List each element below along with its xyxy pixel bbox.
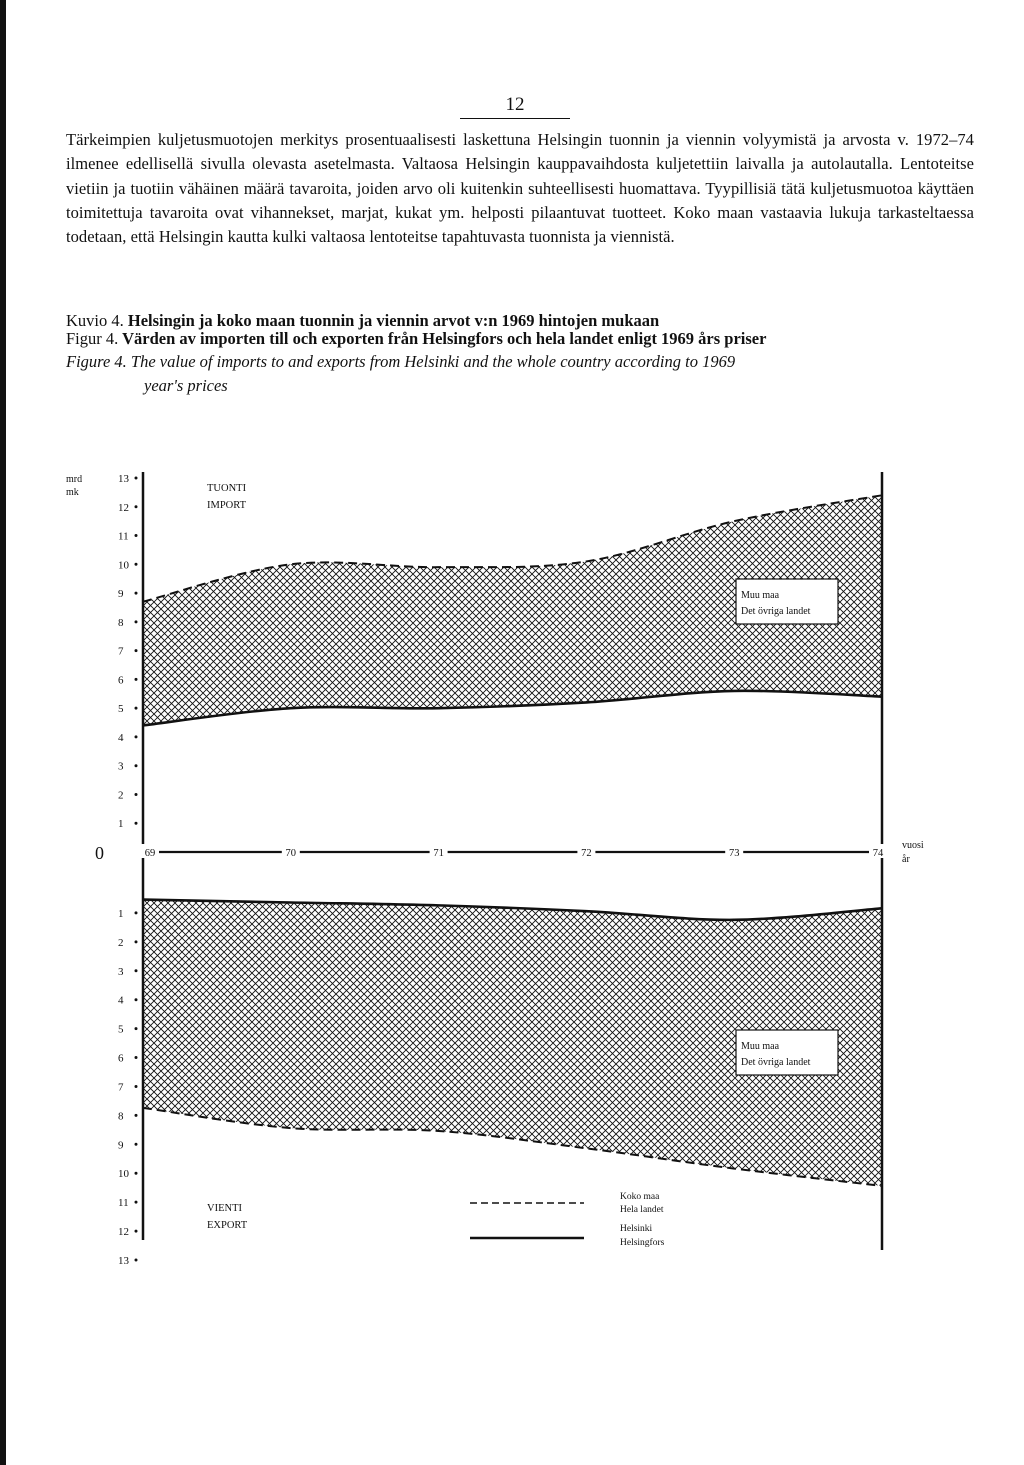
export-y-tick-label: 2 (118, 936, 124, 949)
export-y-tick-dot (135, 998, 138, 1001)
export-y-tick-label: 6 (118, 1052, 124, 1065)
import-y-tick-dot (135, 678, 138, 681)
import-y-tick-dot (135, 735, 138, 738)
export-y-tick-dot (135, 1114, 138, 1117)
export-y-tick-dot (135, 1259, 138, 1262)
export-y-tick-dot (135, 1230, 138, 1233)
import-y-tick-label: 7 (118, 645, 124, 658)
export-y-tick-dot (135, 969, 138, 972)
import-y-tick-label: 1 (118, 818, 124, 831)
import-y-tick-label: 11 (118, 530, 129, 543)
import-area-label: Det övriga landet (741, 606, 811, 617)
x-tick-label: 72 (581, 848, 592, 859)
export-y-tick-label: 9 (118, 1139, 124, 1152)
import-y-tick-dot (135, 477, 138, 480)
x-tick-label: 73 (728, 848, 740, 859)
export-y-tick-dot (135, 1085, 138, 1088)
import-y-tick-label: 4 (118, 731, 124, 744)
export-area-label-box (736, 1030, 838, 1075)
x-axis-title: vuosi (902, 840, 924, 851)
import-y-tick-label: 8 (118, 616, 124, 629)
export-y-tick-label: 5 (118, 1023, 124, 1036)
caption-finnish-label: Kuvio 4. (66, 311, 124, 330)
import-area-label-box (736, 579, 838, 624)
export-y-tick-label: 3 (118, 965, 124, 978)
export-y-tick-dot (135, 911, 138, 914)
export-y-tick-label: 11 (118, 1197, 129, 1210)
import-y-tick-label: 6 (118, 674, 124, 687)
export-y-tick-label: 13 (118, 1255, 129, 1267)
export-panel-title: EXPORT (207, 1220, 248, 1231)
export-y-tick-dot (135, 1027, 138, 1030)
import-y-tick-label: 10 (118, 559, 129, 572)
import-y-tick-dot (135, 534, 138, 537)
import-y-tick-dot (135, 649, 138, 652)
import-y-tick-dot (135, 822, 138, 825)
caption-swedish-text: Värden av importen till och exporten från Helsingfors och hela landet enligt 1969 års priser (122, 329, 767, 348)
caption-english-text-line2: year's prices (144, 376, 228, 395)
export-y-tick-label: 4 (118, 994, 124, 1007)
export-panel-title: VIENTI (207, 1203, 242, 1214)
export-area-label: Muu maa (741, 1041, 780, 1052)
x-tick-label: 71 (433, 848, 444, 859)
caption-english-label: Figure 4. (66, 352, 127, 371)
y-axis-unit-label: mk (66, 487, 79, 498)
import-y-tick-dot (135, 707, 138, 710)
page-number: 12 (460, 94, 570, 119)
import-y-tick-label: 13 (118, 473, 129, 485)
import-panel-title: TUONTI (207, 483, 247, 494)
export-y-tick-label: 12 (118, 1226, 129, 1239)
import-y-tick-dot (135, 764, 138, 767)
caption-finnish-text: Helsingin ja koko maan tuonnin ja viennin arvot v:n 1969 hintojen mukaan (127, 311, 660, 330)
legend-helsinki-label: Helsingfors (620, 1238, 665, 1248)
export-y-tick-label: 8 (118, 1110, 124, 1123)
import-y-tick-label: 5 (118, 703, 124, 716)
import-y-tick-dot (135, 620, 138, 623)
x-tick-label: 69 (144, 848, 156, 859)
x-axis-title: år (902, 854, 910, 865)
caption-english-text-line1: The value of imports to and exports from Helsinki and the whole country according to 1969 (130, 352, 736, 371)
import-y-tick-label: 9 (118, 588, 124, 601)
legend-whole-country-label: Koko maa (620, 1192, 660, 1202)
legend-whole-country-label: Hela landet (620, 1205, 664, 1215)
export-y-tick-dot (135, 1143, 138, 1146)
x-tick-label: 74 (872, 848, 884, 859)
export-y-tick-label: 1 (118, 907, 124, 920)
zero-tick-label: 0 (95, 843, 104, 863)
export-y-tick-dot (135, 1056, 138, 1059)
import-y-tick-label: 2 (118, 789, 124, 802)
import-y-tick-dot (135, 505, 138, 508)
export-y-tick-dot (135, 940, 138, 943)
import-y-tick-dot (135, 592, 138, 595)
import-panel-title: IMPORT (207, 500, 247, 511)
export-y-tick-label: 10 (118, 1168, 129, 1181)
caption-swedish-label: Figur 4. (66, 329, 119, 348)
import-y-tick-dot (135, 793, 138, 796)
export-area-label: Det övriga landet (741, 1057, 811, 1068)
x-tick-label: 70 (285, 848, 297, 859)
import-y-tick-label: 3 (118, 760, 124, 773)
intro-paragraph: Tärkeimpien kuljetusmuotojen merkitys prosentuaalisesti laskettuna Helsingin tuonnin ja viennin volyymistä ja arvosta v. 1972–74 ilmenee edellisellä sivulla olevasta asetelmasta. Valtaosa Helsingin kauppavaihdosta kuljetettiin laivalla ja autolautalla. Lentoteitse vietiin ja tuotiin vähäinen määrä tavaroita, joiden arvo oli kuitenkin suhteellisesti huomattava. Tyypillisiä tätä kuljetusmuotoa käyttäen toimitettuja tavaroita ovat vihannekset, marjat, kukat ym. helposti pilaantuvat tuotteet. Koko maan vastaavia lukuja tarkasteltaessa todetaan, että Helsingin kautta kulki valtaosa lentoteitse tapahtuvasta tuonnista ja viennistä. (66, 130, 974, 247)
export-y-tick-label: 7 (118, 1081, 124, 1094)
import-y-tick-dot (135, 563, 138, 566)
export-y-tick-dot (135, 1201, 138, 1204)
export-y-tick-dot (135, 1172, 138, 1175)
legend-helsinki-label: Helsinki (620, 1224, 653, 1234)
import-y-tick-label: 12 (118, 501, 129, 514)
import-area-label: Muu maa (741, 590, 780, 601)
y-axis-unit-label: mrd (66, 474, 83, 485)
